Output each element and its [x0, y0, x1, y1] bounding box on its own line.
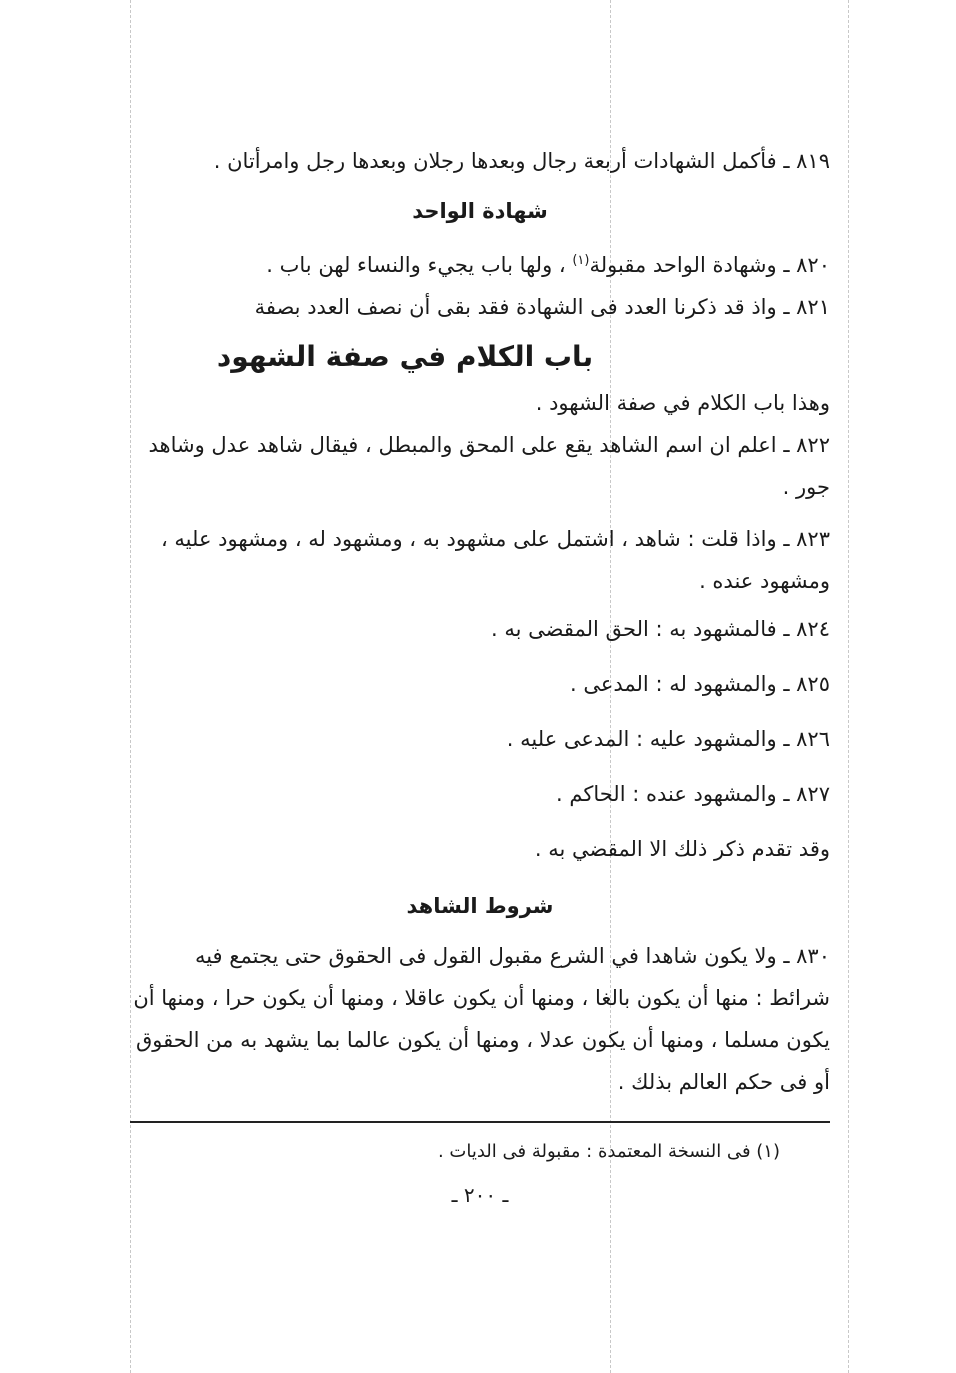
paragraph-820-text-cont: ، ولها باب يجيء والنساء لهن باب . — [266, 253, 573, 277]
section-heading-witness-conditions: شروط الشاهد — [406, 894, 554, 918]
paragraph-830: ٨٣٠ ـ ولا يكون شاهدا في الشرع مقبول القول فى الحقوق حتى يجتمع فيه شرائط : منها أن يكون بالغا ، ومنها أن يكون عاقلا ، ومنها أن يكون حرا ، ومنها أن يكون مسلما ، ومنها أن يكون عدلا ، ومنها أن يكون عالما بما يشهد به من الحقوق أو فى حكم العالم بذلك . — [133, 944, 830, 1094]
paragraph-823: ٨٢٣ ـ واذا قلت : شاهد ، اشتمل على مشهود به ، ومشهود له ، ومشهود عليه ، ومشهود عنده . — [160, 527, 830, 593]
page-number: ـ ٢٠٠ ـ — [451, 1183, 509, 1207]
chapter-title: باب الكلام في صفة الشهود — [216, 340, 594, 373]
paragraph-826: ٨٢٦ ـ والمشهود عليه : المدعى عليه . — [506, 727, 830, 751]
closing-note-line: وقد تقدم ذكر ذلك الا المقضي به . — [534, 837, 830, 861]
paragraph-825: ٨٢٥ ـ والمشهود له : المدعى . — [569, 672, 830, 696]
footnote-divider — [130, 1121, 830, 1123]
scan-fold-line-right — [848, 0, 849, 1373]
paragraph-827: ٨٢٧ ـ والمشهود عنده : الحاكم . — [556, 782, 830, 806]
paragraph-820 — [130, 240, 830, 286]
paragraph-821: ٨٢١ ـ واذ قد ذكرنا العدد فى الشهادة فقد بقى أن نصف العدد بصفة — [254, 295, 830, 319]
paragraph-820-text: ٨٢٠ ـ وشهادة الواحد مقبولة — [589, 253, 830, 277]
paragraph-822: ٨٢٢ ـ اعلم ان اسم الشاهد يقع على المحق والمبطل ، فيقال شاهد عدل وشاهد جور . — [148, 433, 830, 499]
paragraph-824: ٨٢٤ ـ فالمشهود به : الحق المقضى به . — [491, 617, 830, 641]
footnote: (١) فى النسخة المعتمدة : مقبولة فى الديات . — [437, 1141, 780, 1162]
book-page — [130, 140, 830, 1207]
section-heading-single-witness: شهادة الواحد — [412, 199, 548, 223]
intro-line: وهذا باب الكلام في صفة الشهود . — [535, 391, 830, 415]
paragraph-819: ٨١٩ ـ فأكمل الشهادات أربعة رجال وبعدها رجلان وبعدها رجل وامرأتان . — [213, 149, 830, 173]
footnote-marker: (١) — [572, 253, 590, 268]
